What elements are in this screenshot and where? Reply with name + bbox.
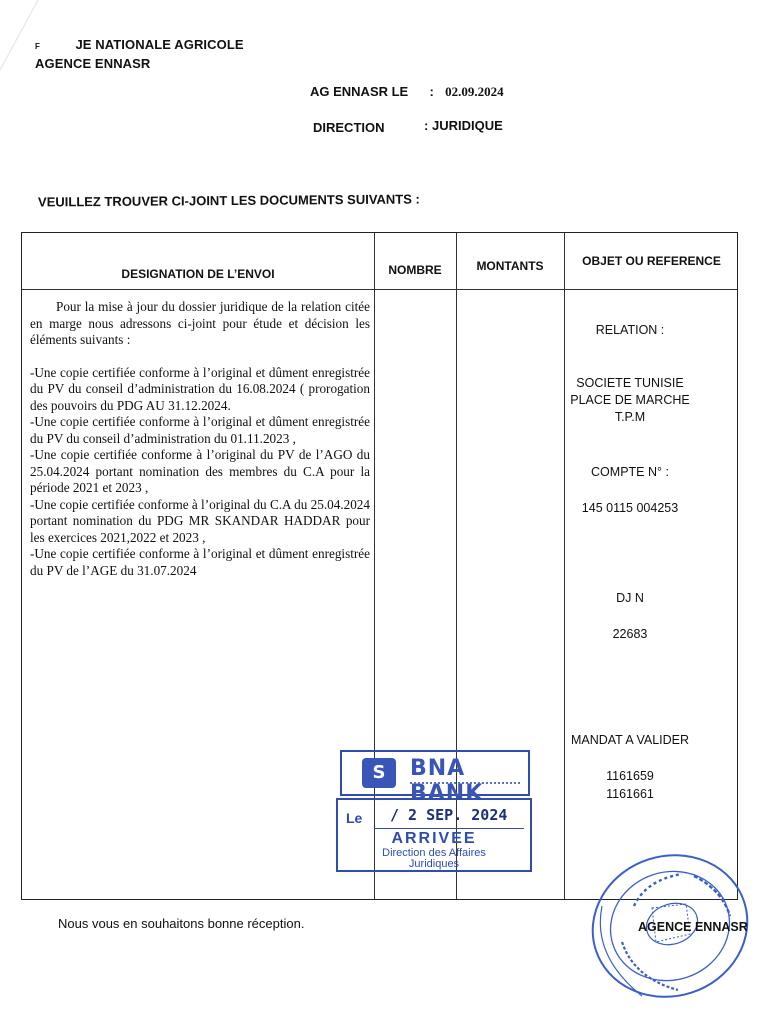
closing-text: Nous vous en souhaitons bonne réception. xyxy=(58,916,305,931)
org-fragment: F xyxy=(35,42,40,51)
intro-line: VEUILLEZ TROUVER CI-JOINT LES DOCUMENTS SUIVANTS : xyxy=(37,191,420,210)
designation-lead: Pour la mise à jour du dossier juridique de la relation citée en marge nous adressons ci-joint pour étude et décision les éléments suivants : xyxy=(30,299,370,347)
relation-label: RELATION : xyxy=(595,323,665,337)
direction-colon: : xyxy=(424,118,429,133)
header-divider xyxy=(22,289,737,290)
stamp-direction-line-1: Direction des Affaires xyxy=(382,847,486,859)
direction-value-line xyxy=(424,118,503,133)
company-line-2: PLACE DE MARCHE xyxy=(570,393,690,407)
header-nombre: NOMBRE xyxy=(388,263,442,277)
bank-logo-icon: S xyxy=(362,758,396,788)
stamp-arrivee: ARRIVEE xyxy=(391,830,477,847)
org-name-line xyxy=(35,37,244,52)
designation-item: -Une copie certifiée conforme à l’original et dûment enregistrée du PV de l’AGE du 31.07.2024 xyxy=(30,546,370,578)
mandate-label: MANDAT A VALIDER xyxy=(570,733,690,747)
account-number: 145 0115 004253 xyxy=(581,501,679,515)
signature-label: AGENCE ENNASR xyxy=(638,920,748,934)
header-montants: MONTANTS xyxy=(476,259,544,273)
org-name: JE NATIONALE AGRICOLE xyxy=(75,37,244,52)
date-line xyxy=(310,84,504,100)
company-line-3: T.P.M xyxy=(614,410,646,424)
designation-item: -Une copie certifiée conforme à l’original du C.A du 25.04.2024 portant nomination du PDG MR SKANDAR HADDAR pour les exercices 2021,2022 et 2023 , xyxy=(30,496,370,545)
agency-name: AGENCE ENNASR xyxy=(35,56,151,71)
document-date: 02.09.2024 xyxy=(445,84,504,99)
stamp-header-box xyxy=(340,750,530,806)
djn-label: DJ N xyxy=(616,591,644,605)
designation-item: -Une copie certifiée conforme à l’original et dûment enregistrée du PV du conseil d’administration du 16.08.2024 ( prorogation des pouvoirs du PDG AU 31.12.2024. xyxy=(30,364,370,413)
direction-value: JURIDIQUE xyxy=(431,118,503,133)
reception-stamp xyxy=(336,750,532,872)
djn-value: 22683 xyxy=(612,627,648,641)
designation-item: -Une copie certifiée conforme à l’original et dûment enregistrée du PV du conseil d’administration du 01.11.2023 , xyxy=(30,414,370,446)
stamp-body-box xyxy=(336,798,532,872)
account-label: COMPTE N° : xyxy=(591,465,669,479)
stamp-direction-line-2: Juridiques xyxy=(408,858,460,870)
stamp-brand: BNA BANK xyxy=(410,756,484,806)
agency-label: AG ENNASR LE xyxy=(310,84,409,99)
designation-text xyxy=(30,299,370,579)
direction-label: DIRECTION xyxy=(313,120,385,135)
stamp-date: / 2 SEP. 2024 xyxy=(390,806,508,824)
stamp-arabic-text xyxy=(410,782,520,790)
header-objet: OBJET OU REFERENCE xyxy=(582,254,721,268)
stamp-divider xyxy=(374,828,524,829)
mandate-number: 1161659 xyxy=(606,769,654,783)
stamp-le-label: Le xyxy=(346,810,363,826)
date-colon: : xyxy=(429,84,434,99)
company-line-1: SOCIETE TUNISIE xyxy=(576,376,684,390)
designation-item: -Une copie certifiée conforme à l’original du PV de l’AGO du 25.04.2024 portant nomination des membres du C.A pour la période 2021 et 2023 , xyxy=(30,447,370,495)
stamp-direction xyxy=(338,848,530,870)
redacted-blur xyxy=(44,38,72,50)
mandate-number: 1161661 xyxy=(606,787,654,801)
header-designation: DESIGNATION DE L’ENVOI xyxy=(121,267,275,281)
